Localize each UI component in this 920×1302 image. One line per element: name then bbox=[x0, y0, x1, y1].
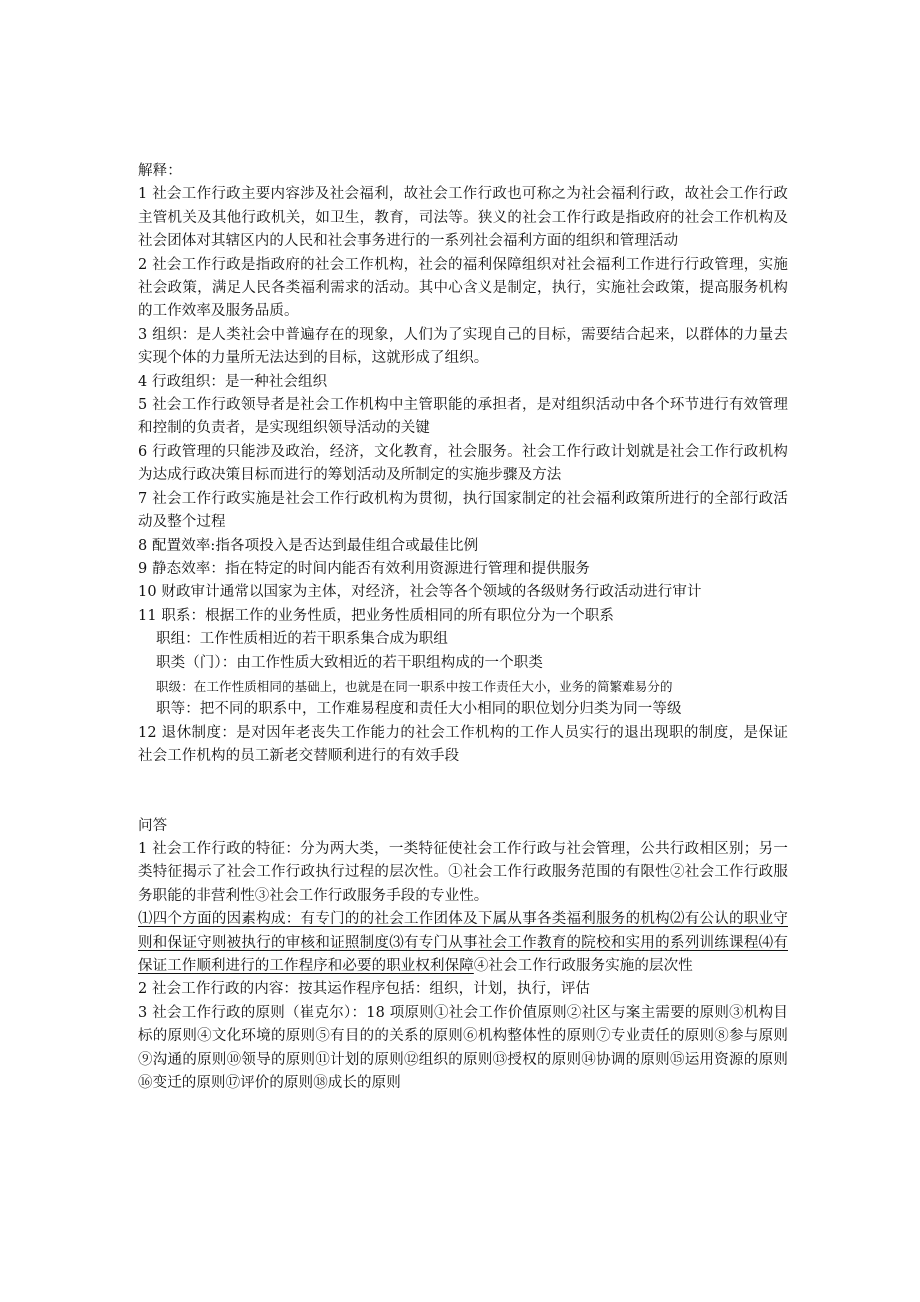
qa-item-1: 1 社会工作行政的特征：分为两大类，一类特征使社会工作行政与社会管理，公共行政相区别；另一类特征揭示了社会工作行政执行过程的层次性。①社会工作行政服务范围的有限性②社会工作行政服务职能的非营利性③社会工作行政服务手段的专业性。 bbox=[138, 840, 788, 904]
section-gap bbox=[138, 769, 788, 815]
explain-sub-item-zhilei: 职类（门）：由工作性质大致相近的若干职组构成的一个职类 bbox=[156, 654, 543, 671]
explain-item-8: 8 配置效率:指各项投入是否达到最佳组合或最佳比例 bbox=[138, 537, 479, 554]
explain-item-12: 12 退休制度：是对因年老丧失工作能力的社会工作机构的工作人员实行的退出现职的制度，是保证社会工作机构的员工新老交替顺利进行的有效手段 bbox=[138, 724, 788, 765]
explain-item-4: 4 行政组织：是一种社会组织 bbox=[138, 373, 328, 390]
explain-heading: 解释： bbox=[138, 163, 182, 179]
explain-sub-item-zhiji: 职级：在工作性质相同的基础上，也就是在同一职系中按工作责任大小，业务的简繁难易分的 bbox=[156, 678, 673, 694]
explain-sub-item-zhizu: 职组：工作性质相近的若干职系集合成为职组 bbox=[156, 631, 448, 648]
qa-item-2: 2 社会工作行政的内容：按其运作程序包括：组织，计划，执行，评估 bbox=[138, 981, 591, 998]
explain-item-3: 3 组织：是人类社会中普遍存在的现象，人们为了实现自己的目标，需要结合起来，以群体的力量去实现个体的力量所无法达到的目标，这就形成了组织。 bbox=[138, 326, 788, 367]
document-content bbox=[138, 160, 788, 1095]
explain-item-6: 6 行政管理的只能涉及政治，经济，文化教育，社会服务。社会工作行政计划就是社会工作行政机构为达成行政决策目标而进行的筹划活动及所制定的实施步骤及方法 bbox=[138, 443, 788, 484]
explain-sub-item-zhideng: 职等：把不同的职系中，工作难易程度和责任大小相同的职位划分归类为同一等级 bbox=[156, 701, 682, 718]
explain-item-2: 2 社会工作行政是指政府的社会工作机构，社会的福利保障组织对社会福利工作进行行政管理，实施社会政策，满足人民各类福利需求的活动。其中心含义是制定，执行，实施社会政策，提高服务机构的工作效率及服务品质。 bbox=[138, 256, 788, 320]
explain-item-7: 7 社会工作行政实施是社会工作行政机构为贯彻，执行国家制定的社会福利政策所进行的全部行政活动及整个过程 bbox=[138, 490, 788, 531]
qa-item-1-tail-text: ④社会工作行政服务实施的层次性 bbox=[473, 958, 693, 974]
explain-item-1: 1 社会工作行政主要内容涉及社会福利，故社会工作行政也可称之为社会福利行政，故社会工作行政主管机关及其他行政机关，如卫生，教育，司法等。狭义的社会工作行政是指政府的社会工作机构及社会团体对其辖区内的人民和社会事务进行的一系列社会福利方面的组织和管理活动 bbox=[138, 186, 788, 250]
qa-item-1-factors bbox=[138, 908, 788, 978]
explain-item-11: 11 职系：根据工作的业务性质，把业务性质相同的所有职位分为一个职系 bbox=[138, 607, 614, 624]
qa-heading: 问答 bbox=[138, 817, 168, 834]
explain-item-10: 10 财政审计通常以国家为主体，对经济，社会等各个领域的各级财务行政活动进行审计 bbox=[138, 584, 702, 601]
explain-item-5: 5 社会工作行政领导者是社会工作机构中主管职能的承担者，是对组织活动中各个环节进行有效管理和控制的负责者，是实现组织领导活动的关键 bbox=[138, 397, 788, 437]
qa-item-1-underlined-text: ⑴四个方面的因素构成：有专门的的社会工作团体及下属从事各类福利服务的机构⑵有公认的职业守则和保证守则被执行的审核和证照制度⑶有专门从事社会工作教育的院校和实用的系列训练课程⑷有保证工作顺利进行的工作程序和必要的职业权利保障 bbox=[138, 911, 788, 974]
explain-item-9: 9 静态效率：指在特定的时间内能否有效利用资源进行管理和提供服务 bbox=[138, 560, 591, 577]
qa-item-3: 3 社会工作行政的原则（崔克尔）：18 项原则①社会工作价值原则②社区与案主需要的原则③机构目标的原则④文化环境的原则⑤有目的的关系的原则⑥机构整体性的原则⑦专业责任的原则⑧参与原则⑨沟通的原则⑩领导的原则⑪计划的原则⑫组织的原则⑬授权的原则⑭协调的原则⑮运用资源的原则⑯变迁的原则⑰评价的原则⑱成长的原则 bbox=[138, 1004, 788, 1092]
